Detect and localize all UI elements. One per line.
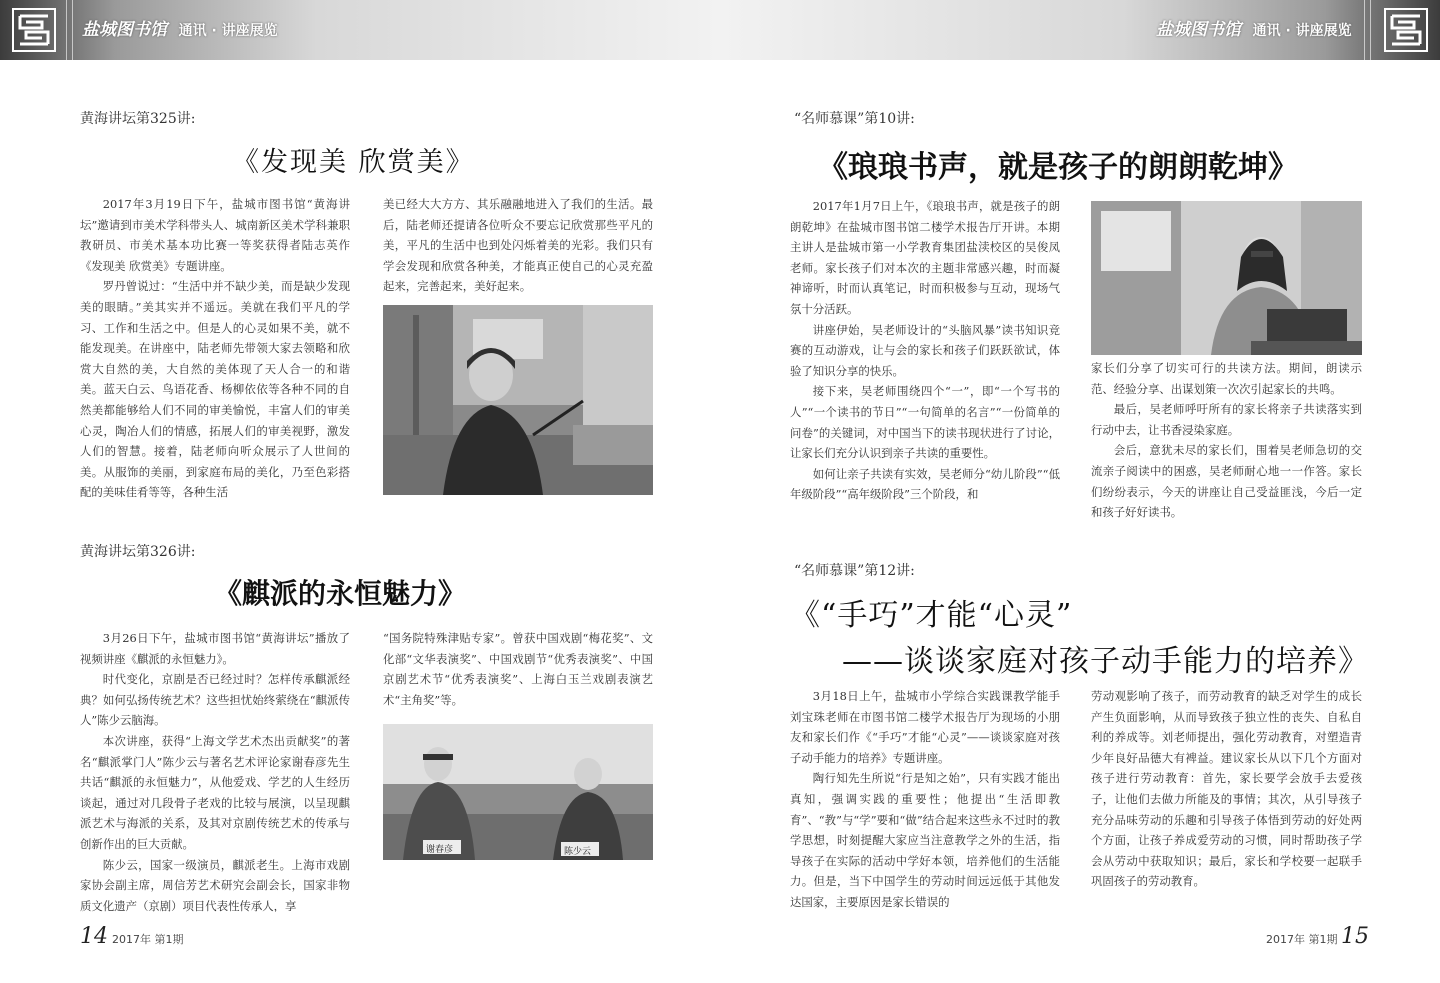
paragraph: 陶行知先生所说“行是知之始”，只有实践才能出真知，强调实践的重要性；他提出“生活即教育”、“教”与“学”要和“做”结合起来这些永不过时的教学思想，时刻提醒大家应当注意教学之外的生活，指导孩子在实际的活动中学好本领，培养他们的生活能力。但是，当下中国学生的劳动时间远远低于其他发达国家，主要原因是家长错误的 [790, 771, 1060, 909]
paragraph: 讲座伊始，吴老师设计的“头脑风暴”读书知识竞赛的互动游戏，让与会的家长和孩子们跃跃欲试，体验了知识分享的快乐。 [790, 322, 1060, 378]
paragraph: 家长们分享了切实可行的共读方法。期间，朗读示范、经验分享、出谋划策一次次引起家长的共鸣。 [1091, 361, 1362, 396]
page-header [0, 0, 1440, 60]
header-divider [72, 0, 73, 60]
article-title-line1: 《“手巧”才能“心灵” [790, 598, 1073, 633]
article-title: 《琅琅书声，就是孩子的朗朗乾坤》 [818, 150, 1298, 185]
paragraph: 会后，意犹未尽的家长们，围着吴老师急切的交流亲子阅读中的困惑，吴老师耐心地一一作答。家长们纷纷表示，今天的讲座让自己受益匪浅，今后一定和孩子好好读书。 [1091, 443, 1362, 520]
article-kicker: “名师慕课”第12讲: [794, 563, 915, 579]
header-section: 通讯 · 讲座展览 [178, 23, 278, 39]
article-column [383, 194, 653, 298]
article-kicker: 黄海讲坛第326讲: [80, 544, 196, 560]
header-divider [1364, 0, 1365, 60]
header-title-right [1156, 18, 1352, 42]
article-column [80, 628, 350, 912]
name-card: 谢春彦 [426, 845, 454, 855]
header-brand: 盐城图书馆 [1156, 20, 1241, 40]
header-section: 通讯 · 讲座展览 [1252, 23, 1352, 39]
article-column [80, 194, 350, 506]
paragraph: 接下来，吴老师围绕四个“一”，即“一个写书的人”“一个读书的节日”“一句简单的名言”“一份简单的问卷”的关键词，对中国当下的读书现状进行了讨论，让家长们充分认识到亲子共读的重要性。 [790, 384, 1060, 461]
paragraph: “国务院特殊津贴专家”。曾获中国戏剧“梅花奖”、文化部“文华表演奖”、中国戏剧节“优秀表演奖”、中国京剧艺术节“优秀表演奖”、上海白玉兰戏剧表演艺术“主角奖”等。 [383, 631, 653, 707]
paragraph: 最后，吴老师呼吁所有的家长将亲子共读落实到行动中去，让书香浸染家庭。 [1091, 402, 1362, 437]
library-logo-icon [12, 8, 56, 52]
header-title-left [82, 18, 278, 42]
library-logo-icon [1384, 8, 1428, 52]
name-card: 陈少云 [564, 847, 592, 857]
paragraph: 美已经大大方方、其乐融融地进入了我们的生活。最后，陆老师还提请各位听众不要忘记欣赏那些平凡的美，平凡的生活中也到处闪烁着美的光彩。我们只有学会发现和欣赏各种美，才能真正使自己的心灵充盈起来，完善起来，美好起来。 [383, 197, 653, 294]
paragraph: 3月26日下午，盐城市图书馆“黄海讲坛”播放了视频讲座《麒派的永恒魅力》。 [80, 631, 350, 666]
lecture-photo-teacher [1091, 201, 1362, 355]
article-column [790, 686, 1060, 912]
paragraph: 陈少云，国家一级演员，麒派老生。上海市戏剧家协会副主席，周信芳艺术研究会副会长，国家非物质文化遗产（京剧）项目代表性传承人，享 [80, 857, 350, 912]
page-number: 15 [1341, 924, 1369, 949]
article-column [790, 196, 1060, 522]
paragraph: 劳动观影响了孩子，而劳动教育的缺乏对学生的成长产生负面影响，从而导致孩子独立性的丧失、自私自利的养成等。刘老师提出，强化劳动教育，对塑造青少年良好品德大有裨益。建议家长从以下几个方面对孩子进行劳动教育：首先，家长要学会放手去爱孩子，让他们去做力所能及的事情；其次，从引导孩子充分品味劳动的乐趣和引导孩子体悟到劳动的好处两个方面，让孩子养成爱劳动的习惯，同时帮助孩子学会从劳动中获取知识；最后，家长和学校要一起联手巩固孩子的劳动教育。 [1091, 689, 1362, 889]
lecture-photo-guests [383, 724, 653, 860]
article-kicker: “名师慕课”第10讲: [794, 111, 915, 127]
header-divider [1370, 0, 1371, 60]
paragraph: 如何让亲子共读有实效，吴老师分“幼儿阶段”“低年级阶段”“高年级阶段”三个阶段，和 [790, 466, 1060, 502]
article-title: 《发现美 欣赏美》 [232, 147, 475, 178]
paragraph: 2017年1月7日上午，《琅琅书声，就是孩子的朗朗乾坤》在盐城市图书馆二楼学术报告厅开讲。本期主讲人是盐城市第一小学教育集团盐渎校区的吴俊凤老师。家长孩子们对本次的主题非常感兴趣，时而凝神谛听，时而认真笔记，时而积极参与互动，现场气氛十分活跃。 [790, 199, 1060, 316]
header-divider [66, 0, 67, 60]
article-column [1091, 686, 1362, 892]
article-kicker: 黄海讲坛第325讲: [80, 111, 196, 127]
paragraph: 2017年3月19日下午，盐城市图书馆“黄海讲坛”邀请到市美术学科带头人、城南新区美术学科兼职教研员、市美术基本功比赛一等奖获得者陆志英作《发现美 欣赏美》专题讲座。 [80, 197, 350, 273]
article-title: 《麒派的永恒魅力》 [214, 577, 467, 610]
page-number: 14 [80, 924, 108, 949]
article-column [1091, 358, 1362, 522]
paragraph: 时代变化，京剧是否已经过时？怎样传承麒派经典？如何弘扬传统艺术？这些担忧始终萦绕在“麒派传人”陈少云脑海。 [80, 672, 350, 728]
paragraph: 罗丹曾说过：“生活中并不缺少美，而是缺少发现美的眼睛。”美其实并不遥远。美就在我们平凡的学习、工作和生活之中。但是人的心灵如果不美，就不能发现美。在讲座中，陆老师先带领大家去领略和欣赏大自然的美，大自然的美体现了天人合一的和谐美。蓝天白云、鸟语花香、杨柳依依等各种不同的自然美都能够给人们不同的审美愉悦，丰富人们的审美心灵，陶冶人们的情感，拓展人们的审美视野，激发人们的智慧。接着，陆老师向听众展示了人世间的美。从服饰的美丽，到家庭布局的美化，乃至色彩搭配的美味佳肴等等，各种生活 [80, 279, 350, 500]
paragraph: 3月18日上午，盐城市小学综合实践课教学能手刘宝珠老师在市图书馆二楼学术报告厅为现场的小朋友和家长们作《“手巧”才能“心灵”——谈谈家庭对孩子动手能力的培养》专题讲座。 [790, 689, 1060, 765]
header-brand: 盐城图书馆 [82, 20, 167, 40]
issue-label: 2017年 第1期 [112, 933, 184, 946]
issue-label: 2017年 第1期 [1266, 933, 1338, 946]
article-column [383, 628, 653, 712]
paragraph: 本次讲座，获得“上海文学艺术杰出贡献奖”的著名“麒派掌门人”陈少云与著名艺术评论家谢春彦先生共话“麒派的永恒魅力”，从他爱戏、学艺的人生经历谈起，通过对几段骨子老戏的比较与展演，以呈现麒派艺术与海派的关系，及其对京剧传统艺术的传承与创新作出的巨大贡献。 [80, 733, 350, 851]
lecture-photo-speaker [383, 305, 653, 495]
article-title-line2: ——谈谈家庭对孩子动手能力的培养》 [842, 644, 1369, 679]
